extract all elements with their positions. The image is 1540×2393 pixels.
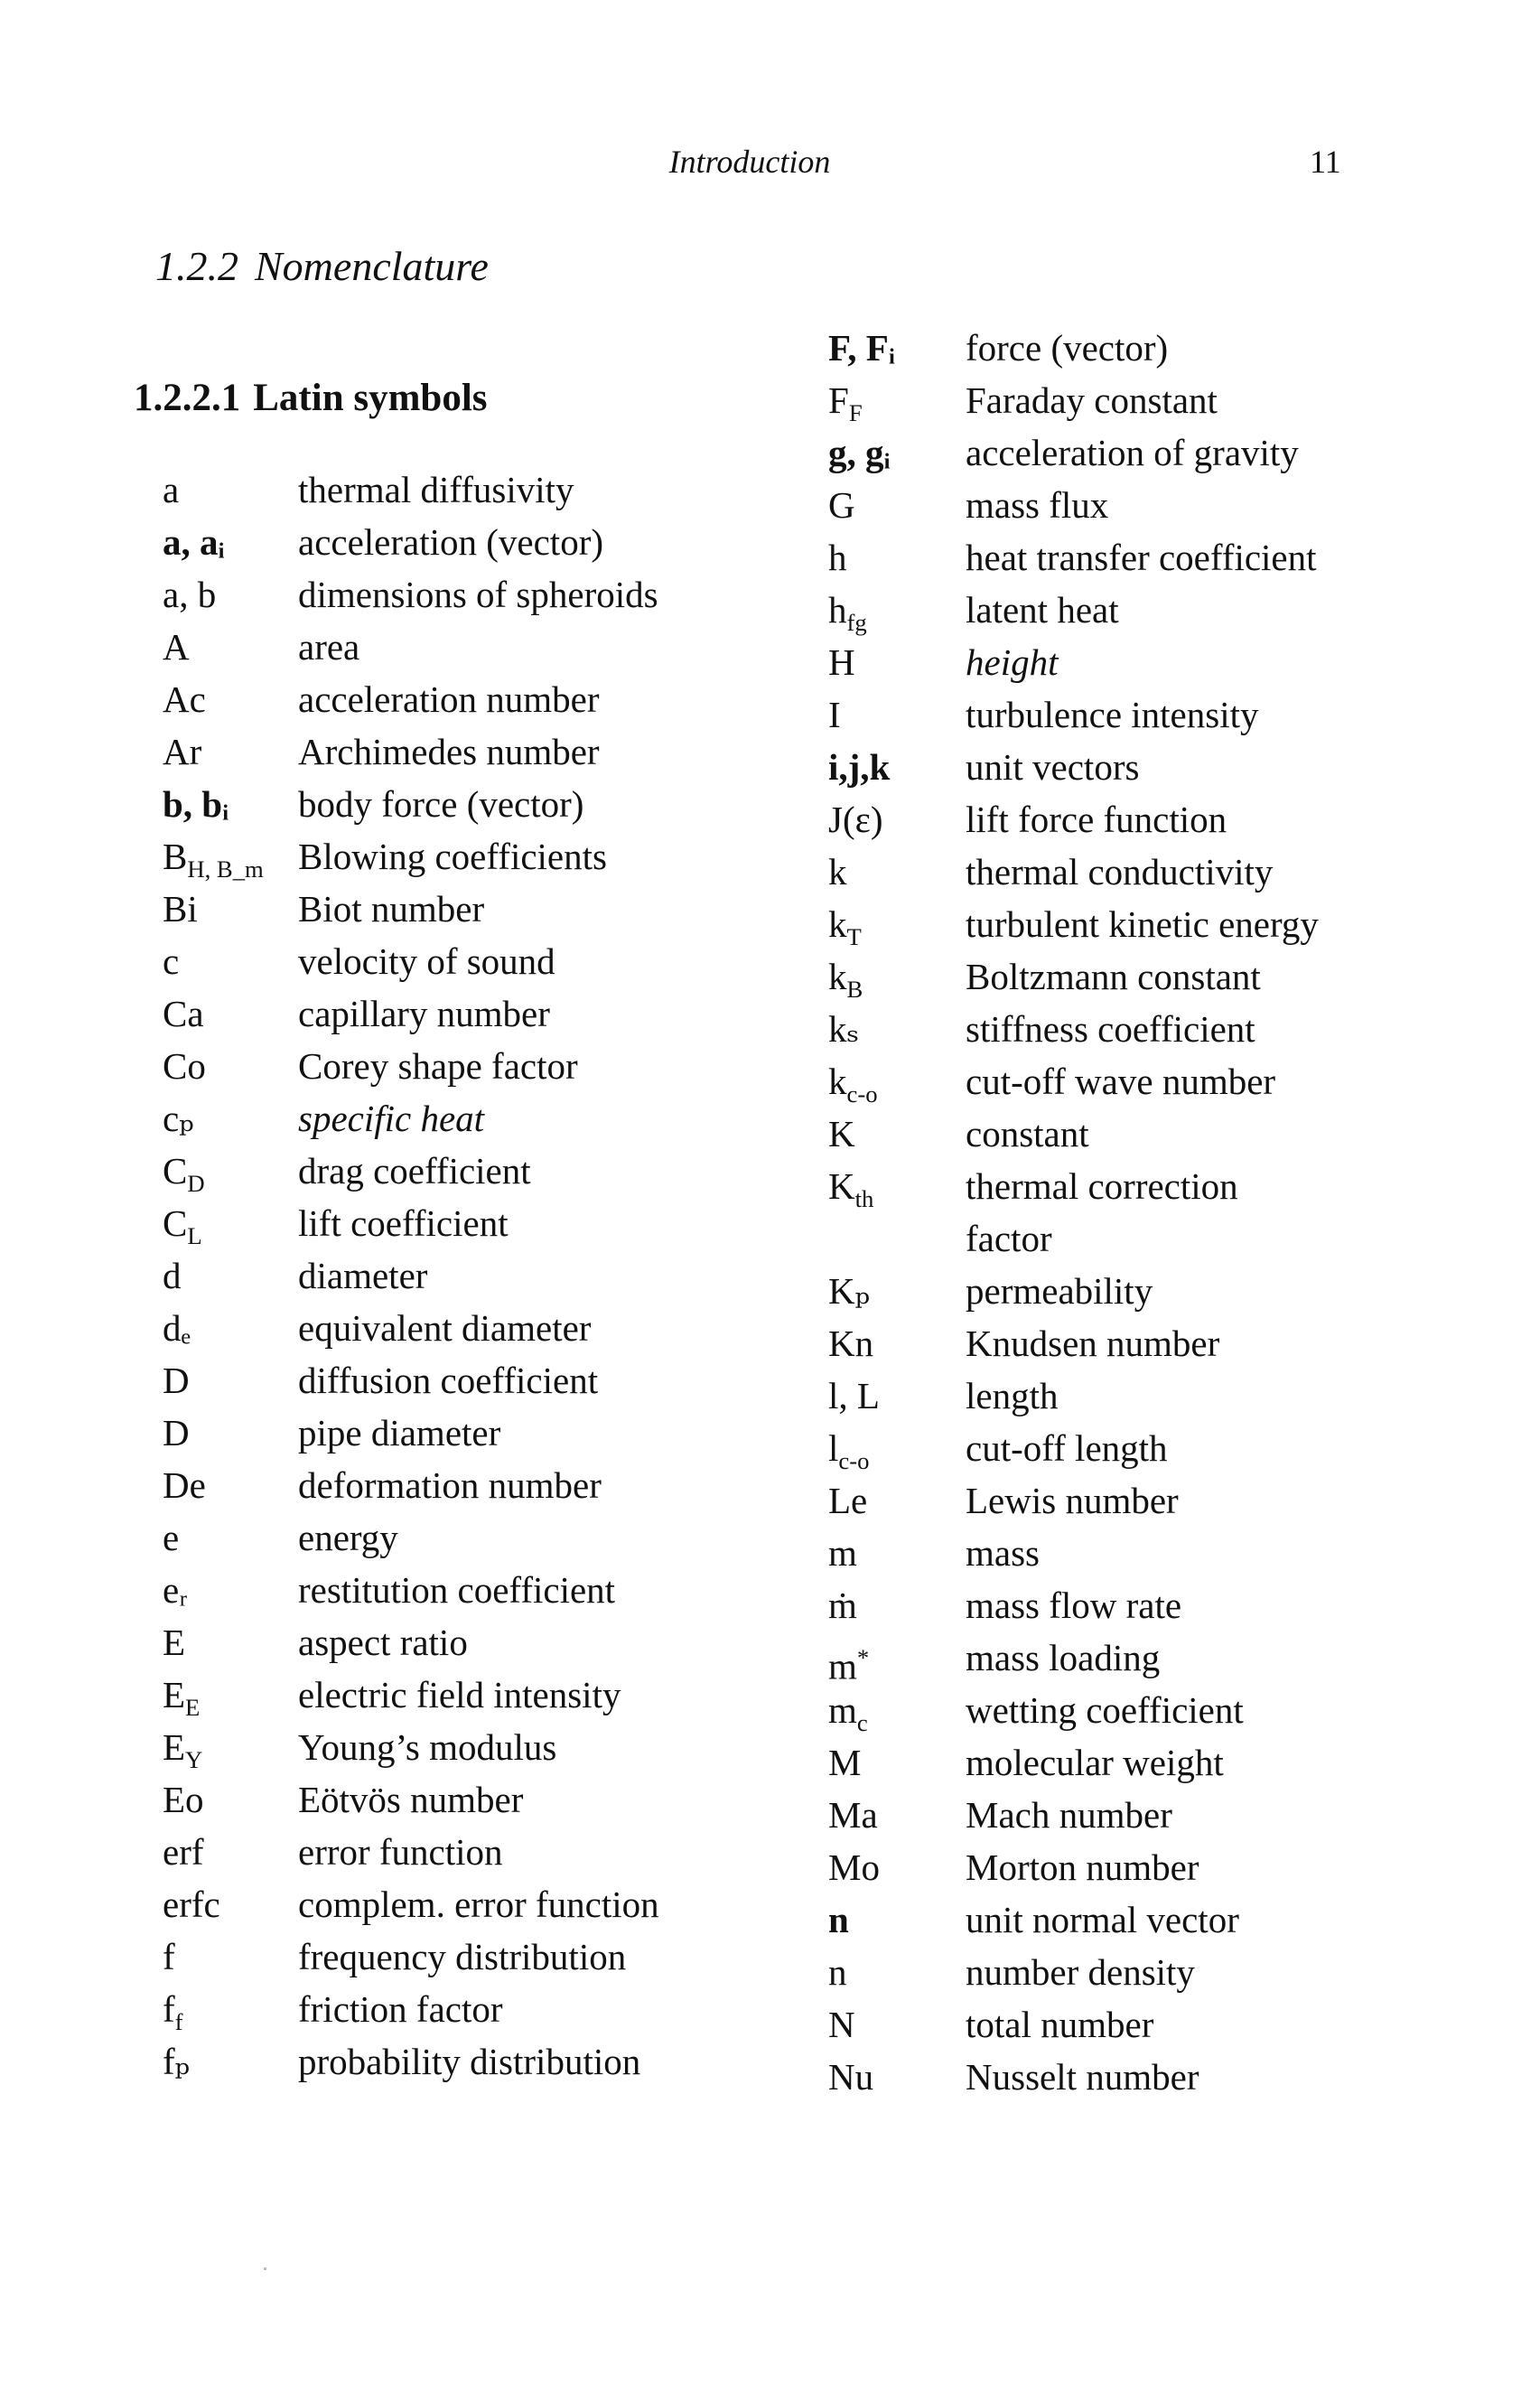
entry-definition: Young’s modulus [298,1726,557,1768]
entry-symbol: fₚ [163,2041,191,2082]
entry-symbol: D [163,1412,190,1454]
entry-definition: Corey shape factor [298,1045,578,1087]
entry-symbol: a, aᵢ [163,521,225,563]
nomenclature-entry [828,1684,1406,1736]
nomenclature-entry [828,688,1406,741]
entry-symbol: $k_{c-o}$ [828,1061,878,1108]
nomenclature-entry [163,2035,741,2088]
entry-definition: constant [966,1113,1089,1154]
nomenclature-entry [163,673,741,725]
entry-definition: specific heat [298,1098,485,1139]
entry-symbol: Ca [163,993,204,1034]
nomenclature-entry [163,1197,741,1249]
nomenclature-entry [828,1055,1406,1108]
entry-definition: energy [298,1517,398,1558]
nomenclature-entry [163,1826,741,1878]
entry-symbol: ṁ [828,1584,857,1626]
entry-definition: force (vector) [966,327,1169,369]
entry-definition: diffusion coefficient [298,1360,599,1401]
entry-symbol: Mo [828,1846,880,1888]
running-header-title: Introduction [668,144,831,180]
nomenclature-entry [828,1422,1406,1474]
nomenclature-entry [163,1511,741,1564]
entry-definition: thermal diffusivity [298,469,574,510]
entry-definition: Archimedes number [298,731,600,772]
entry-symbol: a, b [163,574,217,615]
nomenclature-entry [828,741,1406,793]
nomenclature-entry [163,1092,741,1145]
entry-symbol: Bi [163,888,198,930]
entry-symbol: k [828,851,847,893]
nomenclature-entry [828,531,1406,584]
nomenclature-entry [163,987,741,1040]
nomenclature-entry [828,1160,1406,1212]
entry-symbol: $C_D$ [163,1150,205,1198]
nomenclature-entry [828,1108,1406,1160]
entry-definition: capillary number [298,993,550,1034]
nomenclature-entry [828,793,1406,846]
nomenclature-entry [163,1983,741,2035]
entry-definition: complem. error function [298,1884,659,1925]
nomenclature-entry [828,374,1406,426]
nomenclature-entry [828,1736,1406,1789]
nomenclature-entry [828,1998,1406,2051]
entry-definition: aspect ratio [298,1622,468,1663]
entry-definition: Knudsen number [966,1323,1220,1364]
entry-symbol: erfc [163,1884,220,1925]
entry-definition: number density [966,1951,1195,1993]
entry-symbol: a [163,469,180,510]
nomenclature-entry [828,1265,1406,1317]
entry-symbol: E [163,1622,186,1663]
entry-symbol: Kₚ [828,1270,871,1312]
nomenclature-entry [163,778,741,830]
entry-definition: Boltzmann constant [966,956,1261,997]
nomenclature-entry [163,1459,741,1511]
entry-symbol: n [828,1899,849,1940]
nomenclature-entry [163,1773,741,1826]
section-number: 1.2.2 [155,243,238,289]
nomenclature-entry [163,1040,741,1092]
nomenclature-entry [828,322,1406,374]
entry-symbol: K [828,1113,855,1154]
nomenclature-entry [828,1946,1406,1998]
entry-symbol: e [163,1517,180,1558]
entry-definition: mass flux [966,484,1109,526]
entry-definition: Mach number [966,1794,1172,1836]
entry-definition: body force (vector) [298,783,584,825]
entry-definition: friction factor [298,1988,503,2030]
entry-definition: unit vectors [966,746,1140,788]
entry-symbol: m* [828,1644,870,1687]
entry-definition: Lewis number [966,1480,1179,1521]
nomenclature-entry [828,2051,1406,2103]
entry-symbol: h [828,537,847,578]
entry-symbol: J(ε) [828,799,883,840]
nomenclature-entry [828,584,1406,636]
entry-definition: drag coefficient [298,1150,531,1192]
entry-symbol: d [163,1255,182,1296]
entry-symbol: M [828,1742,862,1783]
entry-symbol: Le [828,1480,868,1521]
entry-symbol: G [828,484,855,526]
nomenclature-entry [828,636,1406,688]
nomenclature-entry [163,1721,741,1773]
entry-definition: diameter [298,1255,428,1296]
nomenclature-entry [163,1616,741,1669]
nomenclature-entry [163,935,741,987]
entry-definition: equivalent diameter [298,1307,592,1349]
entry-definition: pipe diameter [298,1412,501,1454]
entry-symbol: $E_E$ [163,1674,201,1722]
entry-symbol: A [163,626,190,668]
entry-symbol: $K_{th}$ [828,1165,874,1213]
entry-definition: cut-off length [966,1427,1168,1469]
nomenclature-entry [163,1145,741,1197]
entry-symbol: Ma [828,1794,878,1836]
entry-symbol: Eo [163,1779,204,1820]
entry-definition: molecular weight [966,1742,1224,1783]
nomenclature-entry [163,1930,741,1983]
entry-symbol: N [828,2004,855,2045]
entry-definition: frequency distribution [298,1936,627,1977]
entry-symbol: m [828,1532,857,1574]
entry-definition: permeability [966,1270,1153,1312]
entry-definition: stiffness coefficient [966,1008,1255,1050]
nomenclature-entry [163,1249,741,1302]
entry-symbol: erf [163,1831,204,1873]
nomenclature-entry [163,1302,741,1354]
entry-symbol: Kn [828,1323,874,1364]
nomenclature-entry [828,1317,1406,1369]
entry-symbol: $E_Y$ [163,1726,203,1774]
nomenclature-entry [828,426,1406,479]
entry-definition: lift force function [966,799,1227,840]
nomenclature-entry [163,1407,741,1459]
nomenclature-entry [828,479,1406,531]
subsection-number: 1.2.2.1 [134,377,241,419]
entry-symbol: $C_L$ [163,1202,202,1250]
entry-definition: acceleration of gravity [966,432,1299,473]
entry-symbol: b, bᵢ [163,783,229,825]
entry-symbol: cₚ [163,1098,194,1139]
entry-definition: mass loading [966,1637,1161,1678]
nomenclature-entry [163,1354,741,1407]
scan-speck [264,2267,266,2270]
nomenclature-entry [163,830,741,883]
nomenclature-entry [828,1789,1406,1841]
nomenclature-entry [828,1579,1406,1631]
entry-definition: cut-off wave number [966,1061,1276,1102]
entry-definition: thermal correction [966,1165,1238,1207]
entry-definition: factor [966,1218,1052,1259]
entry-definition: electric field intensity [298,1674,621,1715]
entry-definition: turbulent kinetic energy [966,903,1319,945]
entry-symbol: kₛ [828,1008,860,1050]
entry-definition: latent heat [966,589,1119,631]
subsection-heading [134,376,500,420]
entry-symbol: c [163,940,180,982]
latin-symbols-left-column [163,463,741,2088]
entry-symbol: De [163,1464,206,1506]
entry-symbol: i,j,k [828,746,891,788]
nomenclature-entry [828,1527,1406,1579]
latin-symbols-right-column [828,322,1406,2103]
entry-symbol: f [163,1936,175,1977]
entry-symbol: n [828,1951,847,1993]
nomenclature-entry [828,1003,1406,1055]
nomenclature-entry [163,1564,741,1616]
entry-definition: restitution coefficient [298,1569,616,1611]
entry-symbol: D [163,1360,190,1401]
entry-definition: probability distribution [298,2041,641,2082]
entry-definition: Nusselt number [966,2056,1199,2098]
nomenclature-entry [828,846,1406,898]
entry-symbol: $m_c$ [828,1689,868,1737]
page-number: 11 [1310,144,1341,180]
entry-definition: length [966,1375,1059,1416]
entry-symbol: H [828,641,855,683]
entry-definition: velocity of sound [298,940,555,982]
entry-definition: thermal conductivity [966,851,1274,893]
nomenclature-entry [828,1212,1406,1265]
nomenclature-entry [163,621,741,673]
entry-definition: height [966,641,1059,683]
entry-definition: Faraday constant [966,379,1218,421]
entry-symbol: eᵣ [163,1569,188,1611]
entry-symbol: $k_B$ [828,956,863,1004]
nomenclature-entry [828,1841,1406,1893]
nomenclature-entry [828,898,1406,950]
entry-symbol: $l_{c-o}$ [828,1427,870,1475]
entry-definition: mass flow rate [966,1584,1182,1626]
entry-symbol: l, L [828,1375,880,1416]
nomenclature-entry [163,516,741,568]
entry-symbol: Nu [828,2056,874,2098]
entry-definition: deformation number [298,1464,602,1506]
nomenclature-entry [163,1669,741,1721]
entry-symbol: $k_T$ [828,903,862,951]
nomenclature-entry [828,1369,1406,1422]
entry-symbol: Ar [163,731,202,772]
section-title: Nomenclature [255,243,489,289]
entry-definition: wetting coefficient [966,1689,1244,1731]
entry-definition: Biot number [298,888,485,930]
entry-definition: mass [966,1532,1040,1574]
entry-definition: acceleration (vector) [298,521,604,563]
entry-definition: heat transfer coefficient [966,537,1317,578]
entry-definition: Eötvös number [298,1779,524,1820]
nomenclature-entry [828,1474,1406,1527]
nomenclature-entry [828,950,1406,1003]
nomenclature-entry [828,1893,1406,1946]
entry-definition: total number [966,2004,1154,2045]
entry-symbol: $F_F$ [828,379,863,427]
entry-definition: Morton number [966,1846,1199,1888]
entry-definition: dimensions of spheroids [298,574,658,615]
entry-symbol: I [828,694,841,735]
entry-definition: Blowing coefficients [298,836,607,877]
entry-symbol: dₑ [163,1307,191,1349]
entry-definition: error function [298,1831,503,1873]
entry-definition: turbulence intensity [966,694,1259,735]
nomenclature-entry [828,1631,1406,1687]
entry-symbol: g, gᵢ [828,432,891,473]
entry-definition: unit normal vector [966,1899,1239,1940]
entry-symbol: Ac [163,678,206,720]
entry-definition: area [298,626,360,668]
nomenclature-entry [163,463,741,516]
nomenclature-entry [163,568,741,621]
entry-symbol: $B_{H, B\_m}$ [163,836,264,883]
entry-definition: acceleration number [298,678,600,720]
entry-definition: lift coefficient [298,1202,509,1244]
entry-symbol: $h_{fg}$ [828,589,867,637]
nomenclature-entry [163,725,741,778]
entry-symbol: Co [163,1045,206,1087]
subsection-title: Latin symbols [253,377,488,419]
nomenclature-entry [163,883,741,935]
nomenclature-entry [163,1878,741,1930]
entry-symbol: $f_f$ [163,1988,183,2036]
entry-symbol: F, Fᵢ [828,327,896,369]
